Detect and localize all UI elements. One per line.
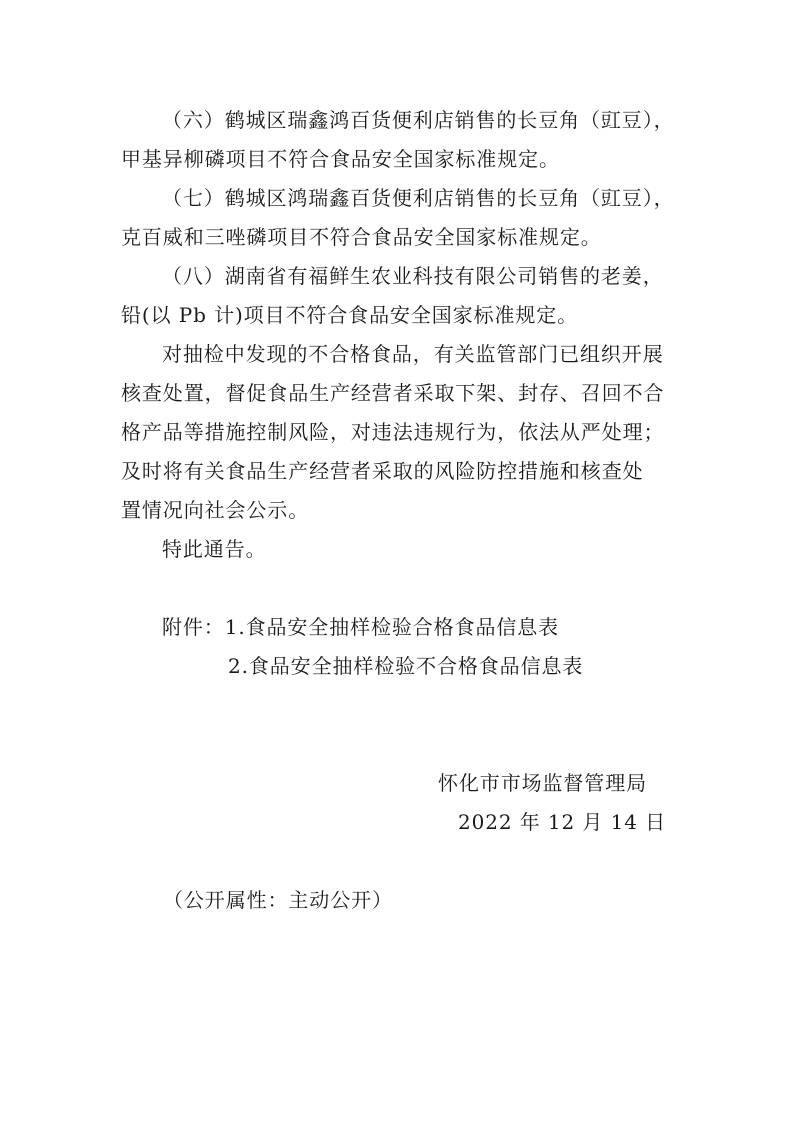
- paragraph-item-six-line-2: 甲基异柳磷项目不符合食品安全国家标准规定。: [121, 147, 560, 171]
- paragraph-item-six-line-1: （六）鹤城区瑞鑫鸿百货便利店销售的长豆角（豇豆），: [162, 108, 675, 132]
- paragraph-item-eight-line-2: 铅(以 Pb 计)项目不符合食品安全国家标准规定。: [121, 303, 579, 327]
- paragraph-item-seven-line-1: （七）鹤城区鸿瑞鑫百货便利店销售的长豆角（豇豆），: [162, 186, 675, 210]
- paragraph-handling-line-2: 核查处置，督促食品生产经营者采取下架、封存、召回不合: [121, 381, 665, 405]
- paragraph-handling-line-1: 对抽检中发现的不合格食品，有关监管部门已组织开展: [162, 342, 664, 366]
- signature-date: 2022 年 12 月 14 日: [458, 810, 666, 834]
- paragraph-item-eight-line-1: （八）湖南省有福鲜生农业科技有限公司销售的老姜，: [162, 264, 664, 288]
- disclosure-attribute: （公开属性：主动公开）: [163, 888, 393, 912]
- paragraph-handling-line-3: 格产品等措施控制风险，对违法违规行为，依法从严处理；: [121, 420, 665, 444]
- paragraph-handling-line-4: 及时将有关食品生产经营者采取的风险防控措施和核查处: [121, 459, 644, 483]
- paragraph-item-seven-line-2: 克百威和三唑磷项目不符合食品安全国家标准规定。: [121, 225, 602, 249]
- paragraph-handling-line-5: 置情况向社会公示。: [121, 498, 310, 522]
- paragraph-notice-closing: 特此通告。: [162, 537, 267, 561]
- attachment-line-2: 2.食品安全抽样检验不合格食品信息表: [228, 654, 584, 678]
- signature-organization: 怀化市市场监督管理局: [438, 771, 647, 795]
- attachment-line-1: 附件：1.食品安全抽样检验合格食品信息表: [162, 615, 560, 639]
